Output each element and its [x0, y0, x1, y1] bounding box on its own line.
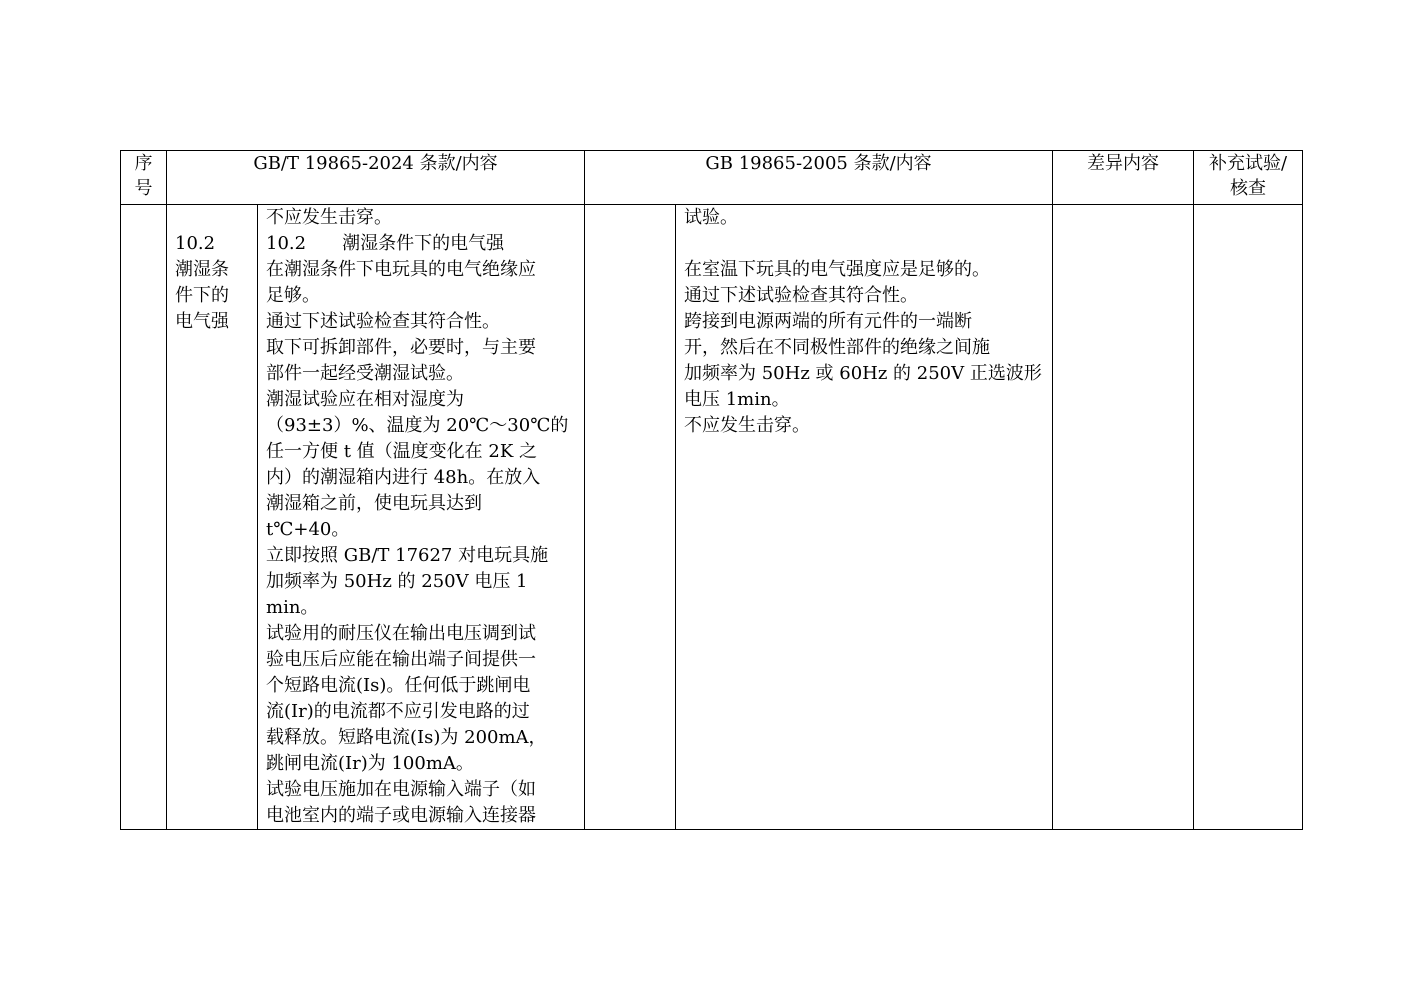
content-2024-line: 通过下述试验检查其符合性。: [266, 311, 500, 332]
table-row: [121, 205, 1303, 830]
content-2005-line: 通过下述试验检查其符合性。: [684, 285, 918, 306]
clause-2005-cell: [585, 205, 676, 830]
content-2024-line: 试验用的耐压仪在输出电压调到试: [266, 623, 536, 644]
header-supplement-line-2: 核查: [1230, 178, 1267, 199]
content-2024-line: 电池室内的端子或电源输入连接器: [266, 805, 536, 826]
content-2024-line: 试验电压施加在电源输入端子（如: [266, 779, 536, 800]
header-supplement-line-1: 补充试验/: [1208, 153, 1288, 174]
content-2024-line: 10.2 潮湿条件下的电气强: [266, 233, 505, 254]
content-2024-line: 在潮湿条件下电玩具的电气绝缘应: [266, 259, 536, 280]
content-2024-line: 载释放。短路电流(Is)为 200mA，: [266, 727, 547, 748]
clause-2024-line: 10.2: [175, 233, 216, 254]
header-seq-line-2: 号: [134, 178, 153, 199]
diff-cell: [1053, 205, 1194, 830]
content-2024-line: 个短路电流(Is)。任何低于跳闸电: [266, 675, 531, 696]
supplement-cell: [1194, 205, 1303, 830]
content-2024-line: 立即按照 GB/T 17627 对电玩具施: [266, 545, 549, 566]
content-2005-line: 开，然后在不同极性部件的绝缘之间施: [684, 337, 990, 358]
content-2024-line: 取下可拆卸部件，必要时，与主要: [266, 337, 536, 358]
content-2024-line: min。: [266, 597, 319, 618]
clause-2024-cell: [167, 205, 258, 830]
header-seq: [121, 151, 167, 205]
comparison-table: [120, 150, 1303, 830]
header-row: [121, 151, 1303, 205]
content-2024-line: 潮湿箱之前，使电玩具达到: [266, 493, 482, 514]
clause-2024-lines: [167, 205, 257, 335]
clause-2024-line: 电气强: [175, 311, 229, 332]
seq-cell: [121, 205, 167, 830]
content-2024-line: （93±3）%、温度为 20℃～30℃的: [266, 415, 569, 436]
content-2024-line: 任一方便 t 值（温度变化在 2K 之: [266, 441, 538, 462]
content-2024-line: 验电压后应能在输出端子间提供一: [266, 649, 536, 670]
clause-2024-line: 潮湿条: [175, 259, 229, 280]
content-2005-line: 跨接到电源两端的所有元件的一端断: [684, 311, 972, 332]
content-2005-line: 试验。: [684, 207, 738, 228]
content-2005-cell: [676, 205, 1053, 830]
content-2005-line: 加频率为 50Hz 或 60Hz 的 250V 正选波形: [684, 363, 1042, 384]
content-2005-line: 不应发生击穿。: [684, 415, 810, 436]
content-2024-line: 潮湿试验应在相对湿度为: [266, 389, 464, 410]
content-2024-line: 加频率为 50Hz 的 250V 电压 1: [266, 571, 528, 592]
header-gbt-2024: GB/T 19865-2024 条款/内容: [167, 151, 585, 205]
content-2005-line: 在室温下玩具的电气强度应是足够的。: [684, 259, 990, 280]
content-2005-line: 电压 1min。: [684, 389, 790, 410]
content-2024-line: 内）的潮湿箱内进行 48h。在放入: [266, 467, 541, 488]
header-gb-2005: GB 19865-2005 条款/内容: [585, 151, 1053, 205]
content-2024-line: t℃+40。: [266, 519, 350, 540]
content-2024-line: 部件一起经受潮湿试验。: [266, 363, 464, 384]
content-2024-line: 足够。: [266, 285, 320, 306]
clause-2024-line: 件下的: [175, 285, 229, 306]
content-2024-line: 流(Ir)的电流都不应引发电路的过: [266, 701, 530, 722]
content-2024-lines: [258, 205, 584, 829]
content-2024-line: 不应发生击穿。: [266, 207, 392, 228]
content-2005-lines: [676, 205, 1052, 439]
content-2024-cell: [258, 205, 585, 830]
header-seq-line-1: 序: [134, 153, 153, 174]
content-2024-line: 跳闸电流(Ir)为 100mA。: [266, 753, 474, 774]
header-diff: 差异内容: [1053, 151, 1194, 205]
header-supplement: [1194, 151, 1303, 205]
